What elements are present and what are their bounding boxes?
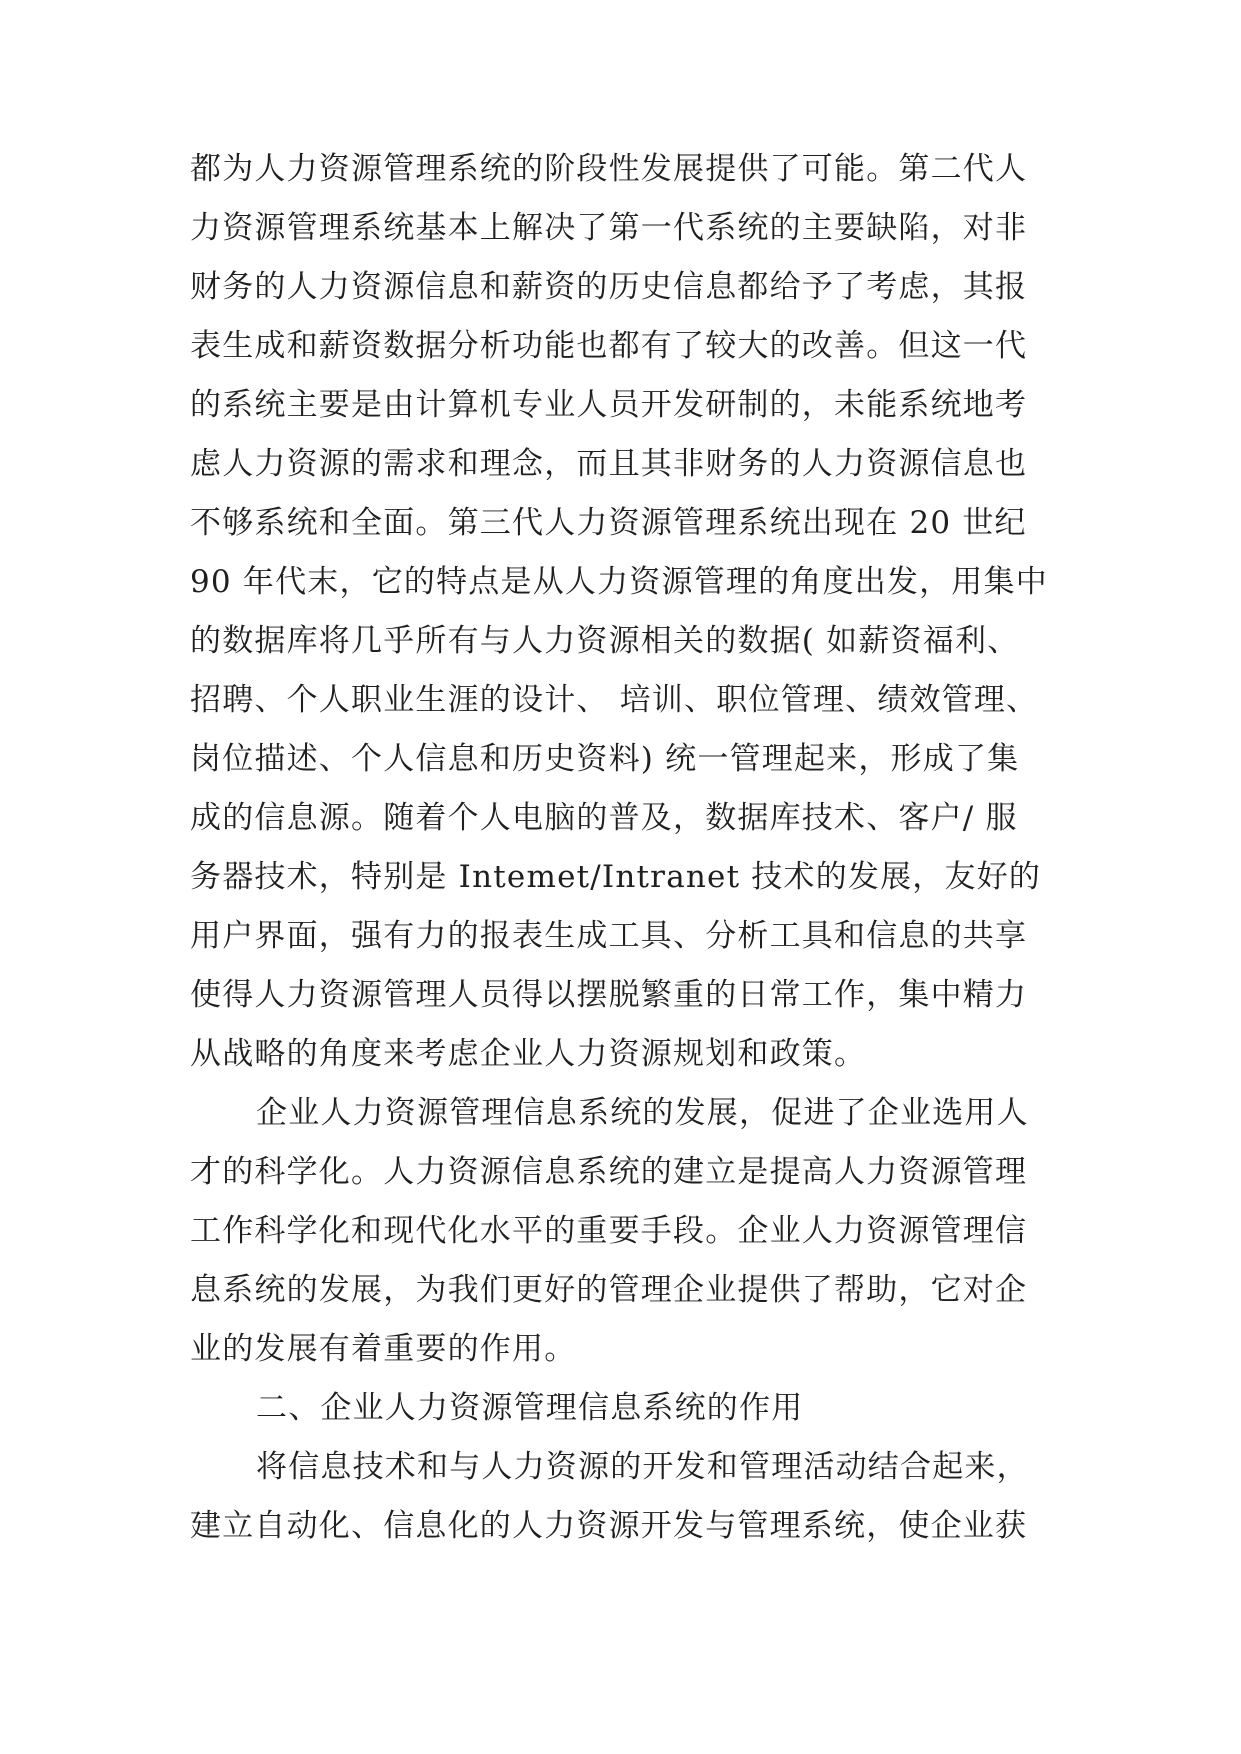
text-line: 息系统的发展，为我们更好的管理企业提供了帮助，它对企 bbox=[190, 1272, 1028, 1308]
text-line: 财务的人力资源信息和薪资的历史信息都给予了考虑，其报 bbox=[190, 269, 1028, 305]
text-line: 从战略的角度来考虑企业人力资源规划和政策。 bbox=[190, 1036, 867, 1072]
text-line: 务器技术，特别是 Intemet/Intranet 技术的发展，友好的 bbox=[190, 859, 1042, 895]
text-line: 的系统主要是由计算机专业人员开发研制的，未能系统地考 bbox=[190, 387, 1028, 423]
text-line: 使得人力资源管理人员得以摆脱繁重的日常工作，集中精力 bbox=[190, 977, 1028, 1013]
text-line: 都为人力资源管理系统的阶段性发展提供了可能。第二代人 bbox=[190, 151, 1028, 187]
text-line: 90 年代末，它的特点是从人力资源管理的角度出发，用集中 bbox=[190, 564, 1048, 600]
text-line: 业的发展有着重要的作用。 bbox=[190, 1331, 577, 1367]
section-heading bbox=[190, 1379, 1070, 1438]
text-line: 将信息技术和与人力资源的开发和管理活动结合起来， bbox=[256, 1449, 1029, 1485]
text-line: 招聘、个人职业生涯的设计、 培训、职位管理、绩效管理、 bbox=[190, 682, 1039, 718]
text-line: 不够系统和全面。第三代人力资源管理系统出现在 20 世纪 bbox=[190, 505, 1027, 541]
section-heading-text: 二、企业人力资源管理信息系统的作用 bbox=[256, 1390, 804, 1426]
text-line: 表生成和薪资数据分析功能也都有了较大的改善。但这一代 bbox=[190, 328, 1028, 364]
paragraph-role-of-system bbox=[190, 1438, 1070, 1556]
text-line: 企业人力资源管理信息系统的发展，促进了企业选用人 bbox=[256, 1095, 1029, 1131]
text-line: 虑人力资源的需求和理念，而且其非财务的人力资源信息也 bbox=[190, 446, 1028, 482]
text-line: 成的信息源。随着个人电脑的普及，数据库技术、客户/ 服 bbox=[190, 800, 1018, 836]
text-line: 的数据库将几乎所有与人力资源相关的数据( 如薪资福利、 bbox=[190, 623, 1020, 659]
paragraph-history-of-hr-systems bbox=[190, 140, 1070, 1084]
text-line: 用户界面，强有力的报表生成工具、分析工具和信息的共享 bbox=[190, 918, 1028, 954]
paragraph-development-significance bbox=[190, 1084, 1070, 1379]
text-line: 岗位描述、个人信息和历史资料) 统一管理起来，形成了集 bbox=[190, 741, 1020, 777]
text-line: 才的科学化。人力资源信息系统的建立是提高人力资源管理 bbox=[190, 1154, 1028, 1190]
text-line: 工作科学化和现代化水平的重要手段。企业人力资源管理信 bbox=[190, 1213, 1028, 1249]
text-line: 力资源管理系统基本上解决了第一代系统的主要缺陷，对非 bbox=[190, 210, 1028, 246]
text-line: 建立自动化、信息化的人力资源开发与管理系统，使企业获 bbox=[190, 1508, 1028, 1544]
